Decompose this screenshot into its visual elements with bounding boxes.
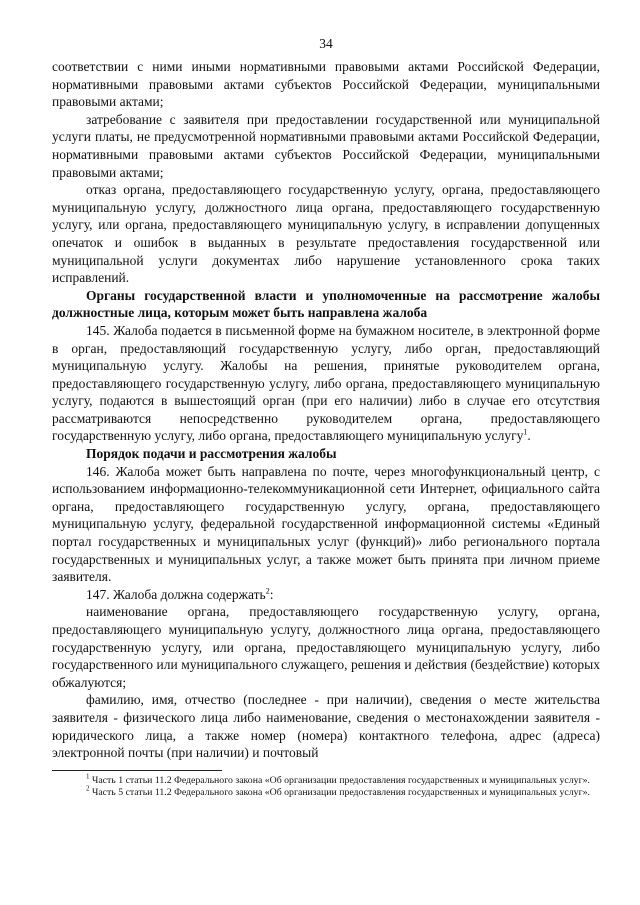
clause-146: 146. Жалоба может быть направлена по почте, через многофункциональный центр, с использованием информационно-телекоммуникационной сети Интернет, официального сайта органа, предоставляющего государственную услугу, органа, предоставляющего муниципальную услугу, федеральной государственной информационной системы «Единый портал государственных и муниципальных услуг (функций)» либо регионального портала государственных и муниципальных услуг, а также может быть принята при личном приеме заявителя. [52,463,600,585]
paragraph-2: затребование с заявителя при предоставлении государственной или муниципальной услуги платы, не предусмотренной нормативными правовыми актами Российской Федерации, нормативными правовыми актами субъектов Российской Федерации, муниципальными правовыми актами; [52,111,600,180]
footnote-1: $^1$ Часть 1 статьи 11.2 Федерального закона «Об организации предоставления государственных и муниципальных услуг». [86,772,590,786]
paragraph-3: отказ органа, предоставляющего государственную услугу, органа, предоставляющего муниципальную услугу, должностного лица органа, предоставляющего государственную услугу, или органа, предоставляющего муниципальную услугу, в исправлении допущенных опечаток и ошибок в выданных в результате предоставления государственной или муниципальной услуги документах либо нарушение установленного срока таких исправлений. [52,182,600,286]
section-heading-complaint-bodies: Органы государственной власти и уполномоченные на рассмотрение жалобы должностные лица, которым может быть направлена жалоба [52,287,600,321]
body-text [52,58,600,762]
footnote-marker-1: 1 [86,772,90,781]
paragraph-1: соответствии с ними иными нормативными правовыми актами Российской Федерации, нормативными правовыми актами субъектов Российской Федерации, муниципальными правовыми актами; [52,59,600,110]
list-item-body-name: наименование органа, предоставляющего государственную услугу, органа, предоставляющего муниципальную услугу, должностного лица органа, предоставляющего государственную услугу, или органа, предоставляющего муниципальную услугу, либо государственного или муниципального служащего, решения и действия (бездействие) которых обжалуются; [52,604,600,690]
footnote-2: $^2$ Часть 5 статьи 11.2 Федерального закона «Об организации предоставления государственных и муниципальных услуг». [86,785,590,799]
clause-147: 147. Жалоба должна содержать$^2$: [86,586,274,602]
footnote-ref-2: 2 [265,586,270,596]
footnote-marker-2: 2 [86,785,90,794]
section-heading-complaint-procedure: Порядок подачи и рассмотрения жалобы [86,446,337,462]
list-item-applicant-details: фамилию, имя, отчество (последнее - при наличии), сведения о месте жительства заявителя - физического лица либо наименование, сведения о местонахождении заявителя - юридического лица, а также номер (номера) контактного телефона, адрес (адреса) электронной почты (при наличии) и почтовый [52,692,600,761]
page-number: 34 [319,36,333,51]
footnote-divider [52,770,222,771]
clause-145: 145. Жалоба подается в письменной форме на бумажном носителе, в электронной форме в орган, предоставляющий государственную услугу, либо орган, предоставляющий муниципальную услугу. Жалобы на решения, принятые руководителем органа, предоставляющего государственную услугу, либо органа, предоставляющего муниципальную услугу, подаются в вышестоящий орган (при его наличии) либо в случае его отсутствия рассматриваются непосредственно руководителем органа, предоставляющего государственную услугу, либо органа, предоставляющего муниципальную услугу$^1$. [52,322,600,444]
footnotes [52,772,600,800]
footnote-ref-1: 1 [523,427,528,437]
